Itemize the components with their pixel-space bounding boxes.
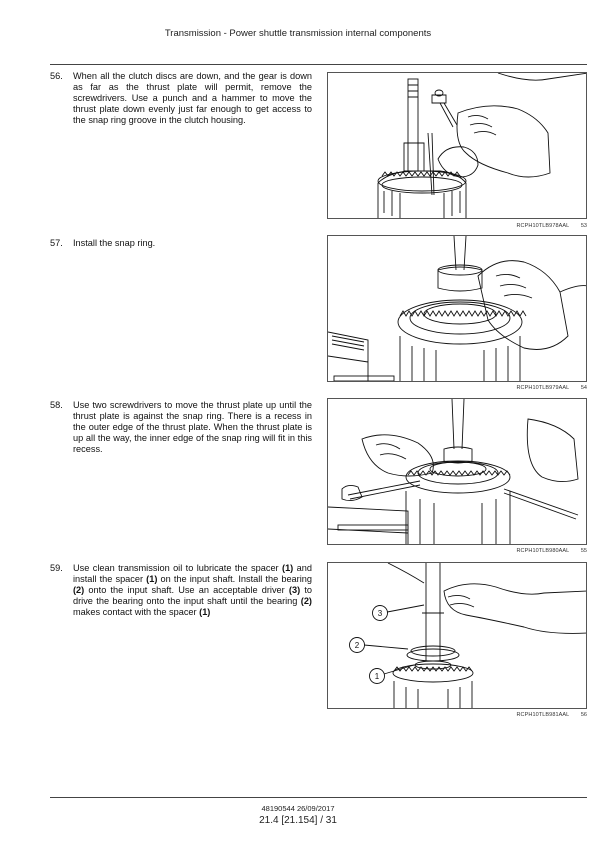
figure-54-caption [327, 385, 587, 391]
figure-55-illustration [328, 399, 587, 545]
step-number: 59. [50, 563, 63, 573]
svg-text:2: 2 [354, 641, 360, 650]
footer-rule [50, 797, 587, 798]
svg-text:1: 1 [374, 672, 380, 681]
figure-53-illustration [328, 73, 587, 219]
figure-code: RCPH10TLB980AAL [516, 548, 570, 554]
figure-55-caption [327, 548, 587, 554]
step-text: Install the snap ring. [73, 238, 156, 248]
footer-document-id: 48190544 26/09/2017 [261, 804, 335, 813]
step-number: 57. [50, 238, 63, 248]
step-number: 56. [50, 71, 63, 81]
figure-code: RCPH10TLB978AAL [516, 223, 570, 229]
callout-1 [370, 669, 385, 684]
figure-56-caption [327, 712, 587, 718]
figure-54 [327, 235, 587, 382]
figure-number: 53 [580, 223, 587, 229]
page-header-title: Transmission - Power shuttle transmission internal components [164, 28, 432, 39]
figure-number: 54 [580, 385, 587, 391]
figure-56-illustration [328, 563, 587, 709]
figure-number: 56 [580, 712, 587, 718]
callout-3 [373, 606, 388, 621]
figure-53 [327, 72, 587, 219]
figure-56 [327, 562, 587, 709]
step-number: 58. [50, 400, 63, 410]
step-text: Use two screwdrivers to move the thrust plate up until the thrust plate is against the snap ring. There is a recess in the outer edge of the thrust plate. When the thrust plate is up all the way, the inner edge of the snap ring will fit in this recess. [73, 400, 312, 454]
figure-code: RCPH10TLB979AAL [516, 385, 570, 391]
header-rule [50, 64, 587, 65]
step-text: Use clean transmission oil to lubricate the spacer (1) and install the spacer (1) on the input shaft. Install the bearing (2) onto the input shaft. Use an acceptable driver (3) to drive the bearing onto the input shaft until the bearing (2) makes contact with the spacer (1) [73, 563, 312, 617]
step-text: When all the clutch discs are down, and the gear is down as far as the thrust plate will permit, remove the screwdrivers. Use a punch and a hammer to move the thrust plate down evenly just far enough to get access to the snap ring groove in the clutch housing. [73, 71, 312, 125]
figure-54-illustration [328, 236, 587, 382]
figure-55 [327, 398, 587, 545]
figure-number: 55 [580, 548, 587, 554]
callout-2 [350, 638, 365, 653]
footer-page-number: 21.4 [21.154] / 31 [259, 815, 337, 826]
svg-text:3: 3 [377, 609, 383, 618]
figure-53-caption [327, 223, 587, 229]
figure-code: RCPH10TLB981AAL [516, 712, 570, 718]
